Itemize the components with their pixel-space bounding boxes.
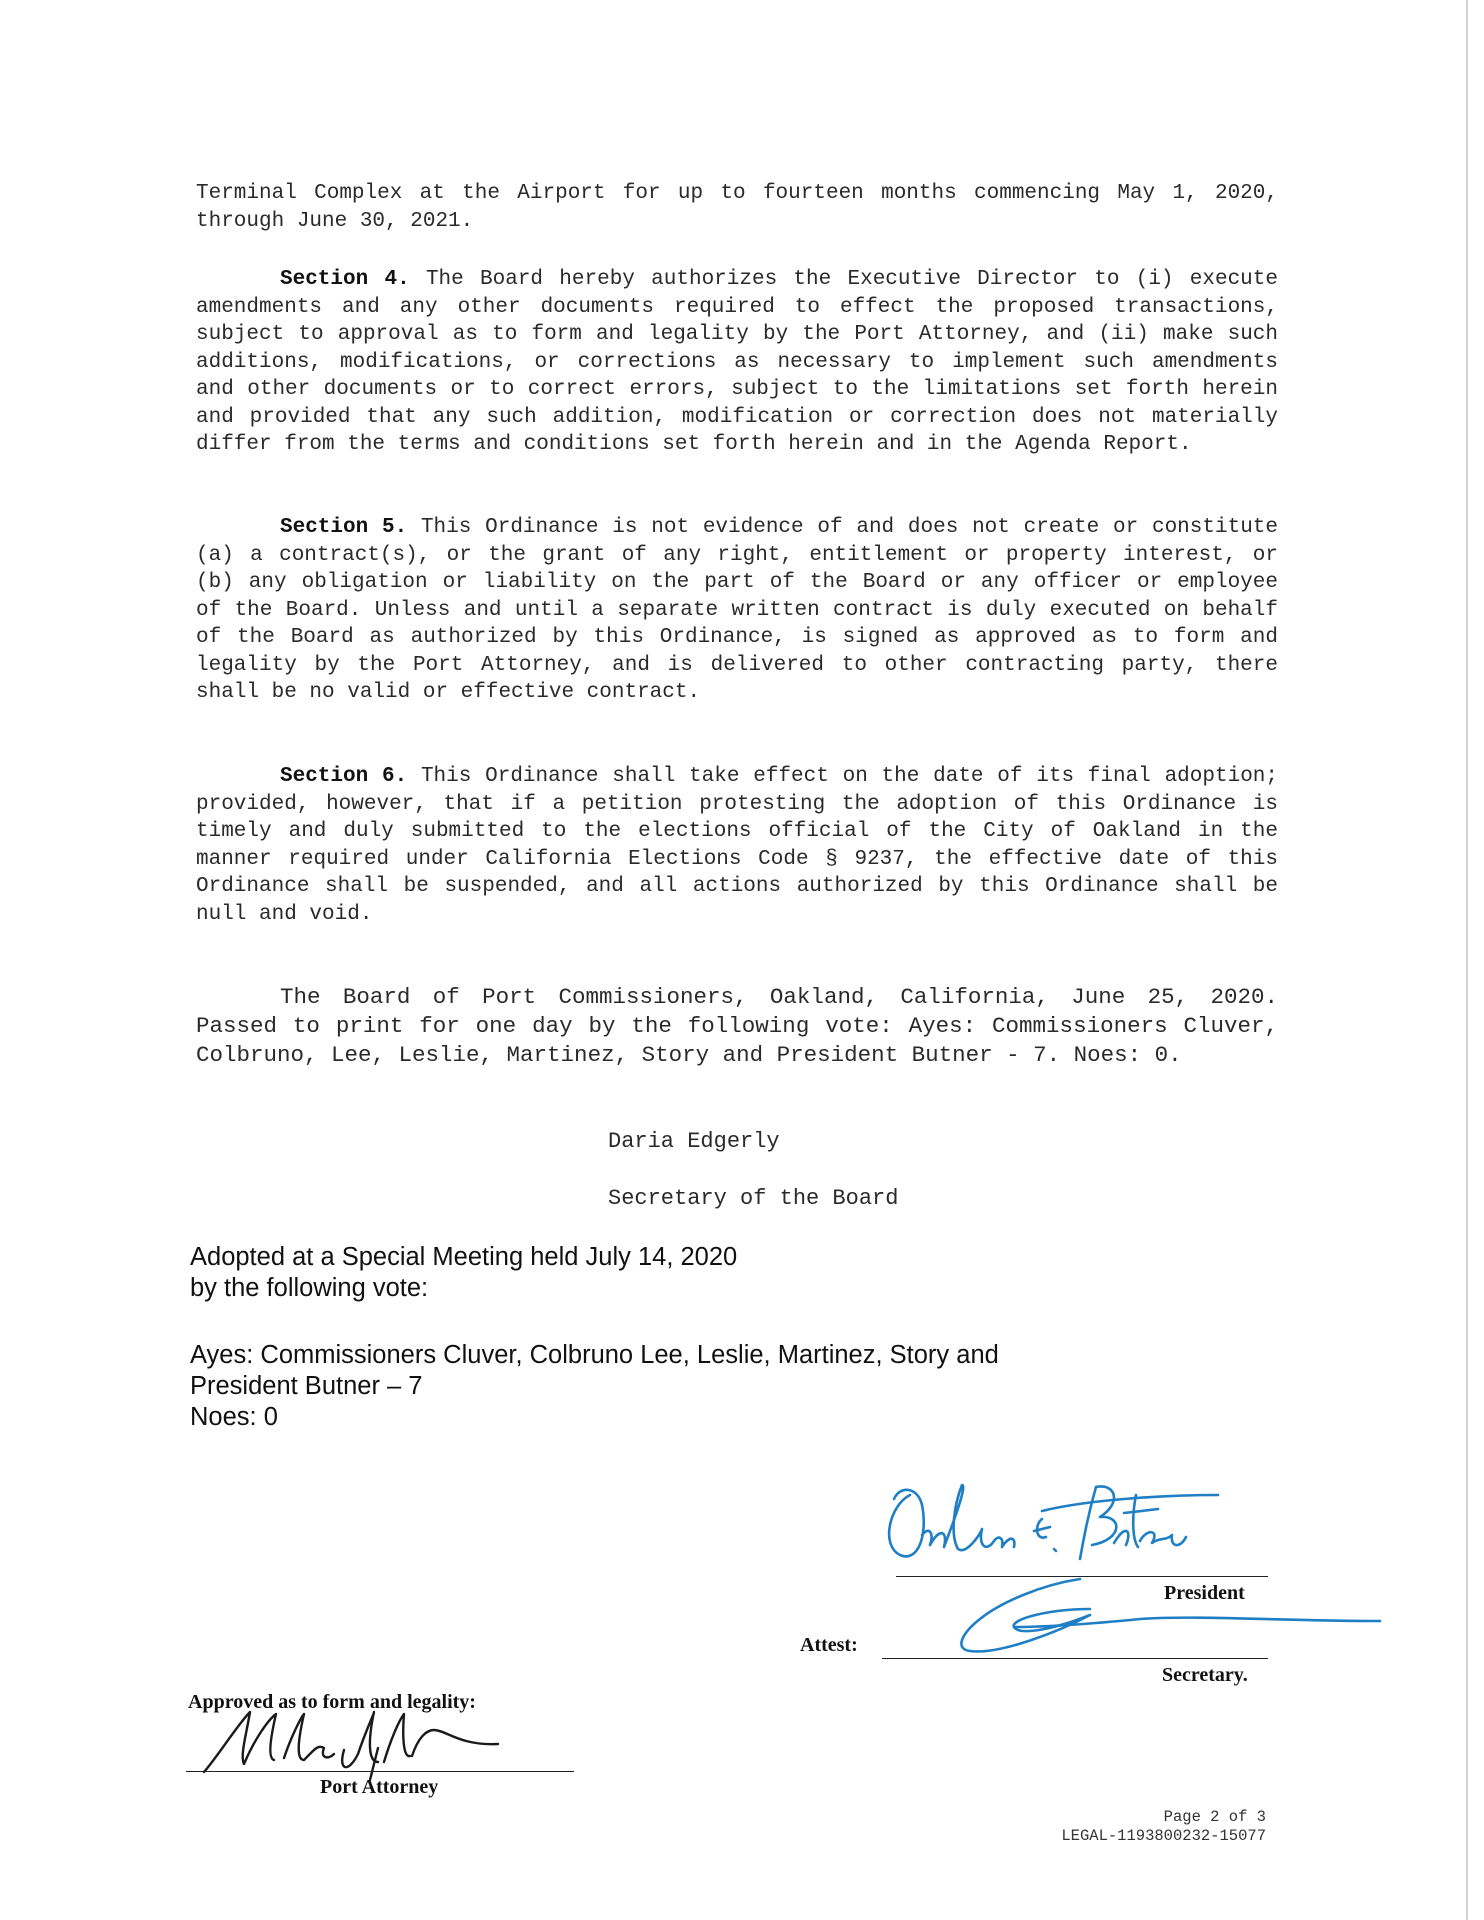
- port-attorney-label: Port Attorney: [320, 1776, 439, 1798]
- port-attorney-signature-line: [186, 1771, 574, 1772]
- attest-label: Attest:: [800, 1634, 858, 1656]
- section-6-paragraph: [196, 763, 1278, 928]
- president-label: President: [1164, 1582, 1245, 1604]
- ayes-line-1: Ayes: Commissioners Cluver, Colbruno Lee, Leslie, Martinez, Story and: [190, 1341, 999, 1369]
- document-id: LEGAL-1193800232-15077: [1061, 1827, 1266, 1845]
- section-6-text: This Ordinance shall take effect on the date of its final adoption; provided, however, that if a petition protesting the adoption of this Ordinance is timely and duly submitted to the elections official of the City of Oakland in the manner required under California Elections Code § 9237, the effective date of this Ordinance shall be suspended, and all actions authorized by this Ordinance shall be null and void.: [196, 765, 1278, 926]
- section-5-text: This Ordinance is not evidence of and does not create or constitute (a) a contract(s), or the grant of any right, entitlement or property interest, or (b) any obligation or liability on the part of the Board or any officer or employee of the Board. Unless and until a separate written contract is duly executed on behalf of the Board as authorized by this Ordinance, is signed as approved as to form and legality by the Port Attorney, and is delivered to other contracting party, there shall be no valid or effective contract.: [196, 516, 1278, 704]
- approved-as-to-form-label: Approved as to form and legality:: [188, 1691, 476, 1713]
- continuation-paragraph: Terminal Complex at the Airport for up to fourteen months commencing May 1, 2020, through June 30, 2021.: [196, 182, 1278, 233]
- section-6-heading: Section 6.: [280, 765, 408, 788]
- secretary-name: Daria Edgerly: [608, 1129, 780, 1154]
- page-edge: [1466, 0, 1468, 1920]
- secretary-label: Secretary.: [1162, 1664, 1248, 1686]
- adoption-line-2: by the following vote:: [190, 1274, 429, 1302]
- secretary-signature-line: [882, 1658, 1268, 1659]
- ayes-line-2: President Butner – 7: [190, 1372, 423, 1400]
- page-number: Page 2 of 3: [1163, 1808, 1266, 1826]
- section-4-heading: Section 4.: [280, 268, 410, 291]
- port-attorney-signature: [198, 1700, 528, 1785]
- section-5-heading: Section 5.: [280, 516, 408, 539]
- section-4-paragraph: [196, 266, 1278, 459]
- passage-vote-paragraph: The Board of Port Commissioners, Oakland, California, June 25, 2020. Passed to print for one day by the following vote: Ayes: Commissioners Cluver, Colbruno, Lee, Leslie, Martinez, Story and President Butner - 7. Noes: 0.: [196, 984, 1278, 1068]
- secretary-signature: [940, 1565, 1420, 1660]
- noes-line: Noes: 0: [190, 1403, 278, 1431]
- section-5-paragraph: [196, 514, 1278, 707]
- secretary-title: Secretary of the Board: [608, 1186, 899, 1211]
- section-4-text: The Board hereby authorizes the Executive Director to (i) execute amendments and any other documents required to effect the proposed transactions, subject to approval as to form and legality by the Port Attorney, and (ii) make such additions, modifications, or corrections as necessary to implement such amendments and other documents or to correct errors, subject to the limitations set forth herein and provided that any such addition, modification or correction does not materially differ from the terms and conditions set forth herein and in the Agenda Report.: [196, 268, 1278, 456]
- adoption-line-1: Adopted at a Special Meeting held July 14, 2020: [190, 1243, 738, 1271]
